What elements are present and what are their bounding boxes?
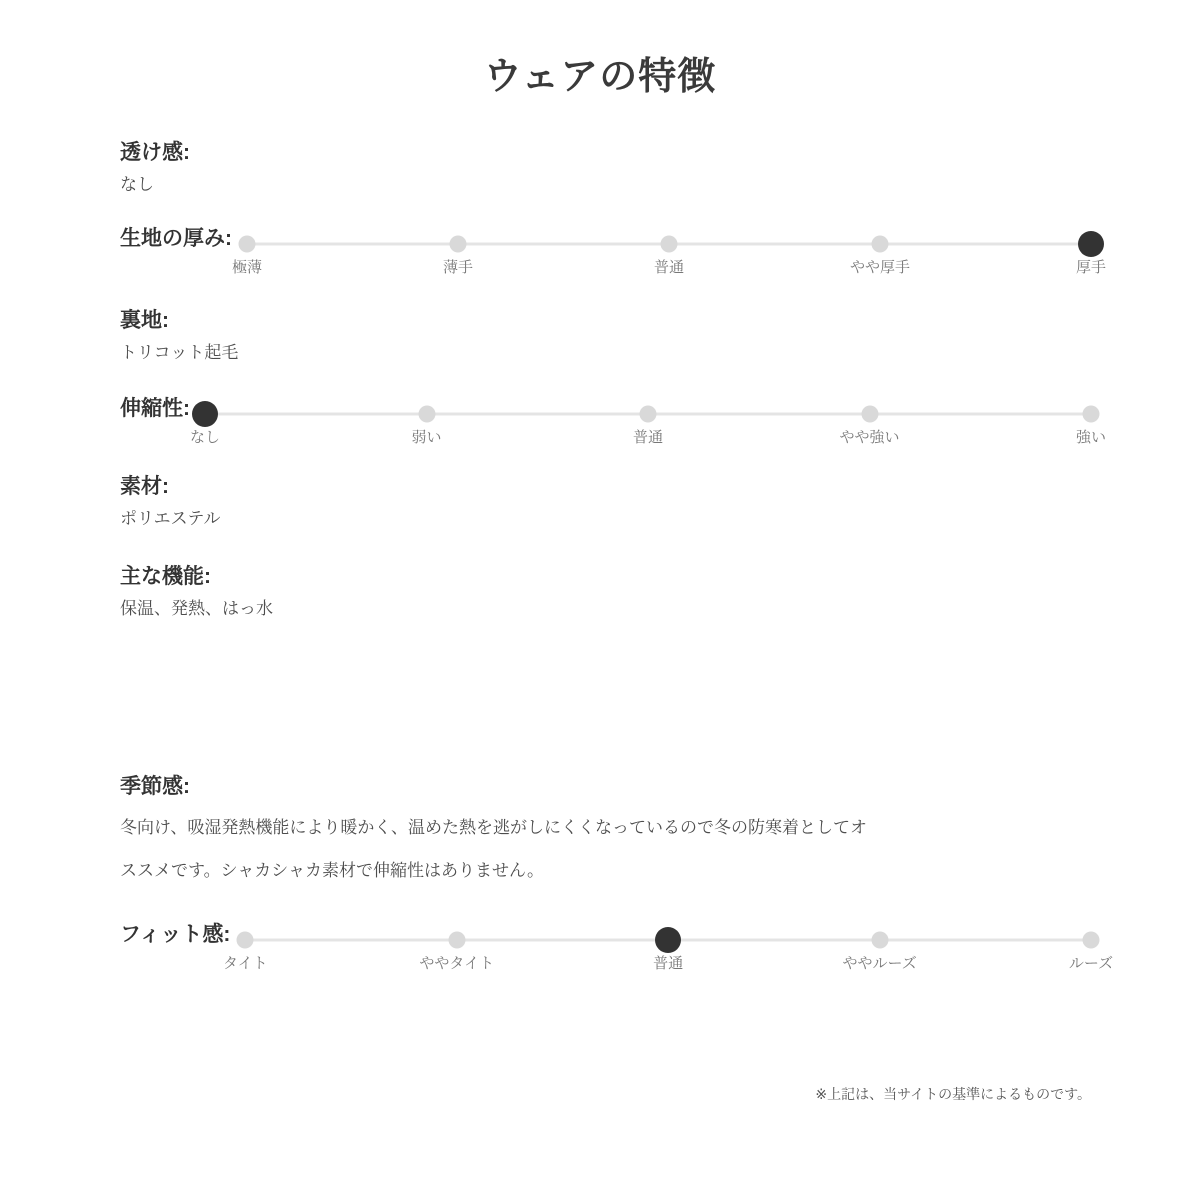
thickness-slider (231, 231, 1107, 276)
section-thickness (120, 226, 1107, 276)
slider-dot (1083, 405, 1100, 422)
thickness-label: 生地の厚み: (120, 226, 232, 250)
section-stretch (120, 396, 1107, 446)
section-season (120, 774, 1091, 893)
footnote: ※上記は、当サイトの基準によるものです。 (815, 1086, 1091, 1103)
stretch-slider (189, 401, 1107, 446)
section-functions (120, 564, 1091, 620)
slider-tick-label: 薄手 (442, 258, 474, 276)
slider-dot (1078, 231, 1104, 257)
slider-dot (239, 235, 256, 252)
slider-dot (661, 235, 678, 252)
slider-tick-label: 強い (1075, 428, 1107, 446)
slider-tick-label: やや強い (839, 428, 900, 446)
stretch-label: 伸縮性: (120, 396, 190, 420)
lining-value: トリコット起毛 (120, 342, 239, 362)
material-label: 素材: (120, 474, 169, 498)
slider-tick-label: タイト (222, 955, 268, 973)
slider-tick-label: ルーズ (1068, 955, 1114, 973)
slider-tick-label: 弱い (411, 428, 442, 446)
functions-value: 保温、発熱、はっ水 (120, 598, 273, 618)
material-value: ポリエステル (120, 508, 221, 528)
season-label: 季節感: (120, 774, 190, 798)
slider-tick-label: ややタイト (419, 955, 495, 973)
slider-dot (192, 401, 218, 427)
slider-dot (655, 927, 681, 953)
content (0, 140, 1200, 1105)
functions-label: 主な機能: (120, 564, 211, 588)
slider-tick-label: やや厚手 (849, 258, 911, 276)
slider-tick-label: 厚手 (1075, 258, 1107, 276)
slider-dot (871, 932, 888, 949)
fit-slider (222, 927, 1114, 973)
slider-tick-label: ややルーズ (842, 955, 917, 973)
slider-dot (872, 235, 889, 252)
sheerness-value: なし (120, 174, 154, 194)
slider-dot (237, 932, 254, 949)
sheerness-label: 透け感: (120, 140, 190, 164)
slider-tick-label: 普通 (653, 258, 685, 276)
slider-dot (418, 405, 435, 422)
lining-label: 裏地: (120, 308, 169, 332)
slider-tick-label: 極薄 (231, 258, 263, 276)
slider-dot (1083, 932, 1100, 949)
slider-tick-label: 普通 (632, 428, 664, 446)
slider-tick-label: なし (189, 428, 221, 446)
season-value: 冬向け、吸湿発熱機能により暖かく、温めた熱を逃がしにくくなっているので冬の防寒着としてオススメです。シャカシャカ素材で伸縮性はありません。 (120, 817, 867, 880)
fit-label: フィット感: (120, 923, 231, 947)
section-fit (120, 922, 1114, 973)
page-title: ウェアの特徴 (483, 56, 717, 98)
slider-tick-label: 普通 (653, 955, 684, 973)
section-sheerness (120, 140, 1091, 196)
section-lining (120, 308, 1091, 364)
slider-dot (861, 405, 878, 422)
slider-dot (450, 235, 467, 252)
slider-dot (640, 405, 657, 422)
slider-dot (448, 932, 465, 949)
section-material (120, 474, 1091, 530)
